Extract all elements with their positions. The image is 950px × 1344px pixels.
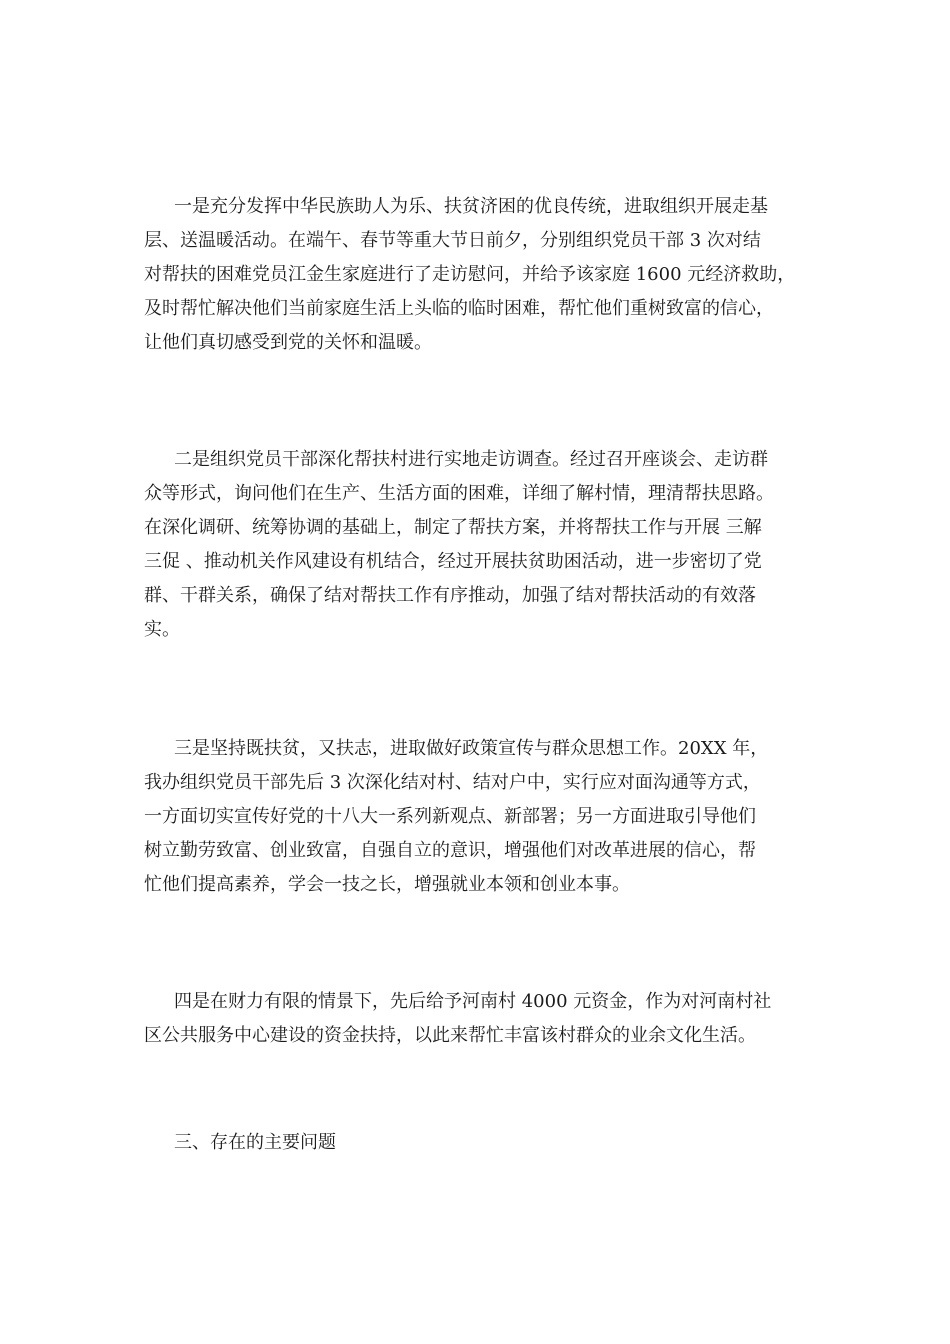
paragraph-4 bbox=[144, 985, 824, 1053]
text-line: 在深化调研、统筹协调的基础上，制定了帮扶方案，并将帮扶工作与开展 三解 bbox=[144, 517, 762, 538]
section-heading bbox=[144, 1126, 824, 1160]
text-line: 众等形式，询问他们在生产、生活方面的困难，详细了解村情，理清帮扶思路。 bbox=[144, 483, 774, 504]
paragraph-1 bbox=[144, 190, 824, 360]
paragraph-3 bbox=[144, 732, 824, 902]
text-line: 及时帮忙解决他们当前家庭生活上头临的临时困难，帮忙他们重树致富的信心， bbox=[144, 298, 774, 319]
text-line: 区公共服务中心建设的资金扶持，以此来帮忙丰富该村群众的业余文化生活。 bbox=[144, 1025, 756, 1046]
text-line: 三是坚持既扶贫，又扶志，进取做好政策宣传与群众思想工作。20XX 年， bbox=[174, 738, 769, 759]
text-line: 让他们真切感受到党的关怀和温暖。 bbox=[144, 332, 432, 353]
text-line: 我办组织党员干部先后 3 次深化结对村、结对户中，实行应对面沟通等方式， bbox=[144, 772, 761, 793]
text-line: 二是组织党员干部深化帮扶村进行实地走访调查。经过召开座谈会、走访群 bbox=[174, 449, 768, 470]
text-line: 一是充分发挥中华民族助人为乐、扶贫济困的优良传统，进取组织开展走基 bbox=[174, 196, 768, 217]
heading-text: 三、存在的主要问题 bbox=[174, 1132, 336, 1153]
text-line: 层、送温暖活动。在端午、春节等重大节日前夕，分别组织党员干部 3 次对结 bbox=[144, 230, 761, 251]
text-line: 三促 、推动机关作风建设有机结合，经过开展扶贫助困活动，进一步密切了党 bbox=[144, 551, 762, 572]
text-line: 实。 bbox=[144, 619, 180, 640]
text-line: 忙他们提高素养，学会一技之长，增强就业本领和创业本事。 bbox=[144, 874, 630, 895]
paragraph-2 bbox=[144, 443, 824, 647]
text-line: 四是在财力有限的情景下，先后给予河南村 4000 元资金，作为对河南村社 bbox=[174, 991, 772, 1012]
text-line: 群、干群关系，确保了结对帮扶工作有序推动，加强了结对帮扶活动的有效落 bbox=[144, 585, 756, 606]
text-line: 对帮扶的困难党员江金生家庭进行了走访慰问，并给予该家庭 1600 元经济救助， bbox=[144, 264, 796, 285]
text-line: 树立勤劳致富、创业致富，自强自立的意识，增强他们对改革进展的信心，帮 bbox=[144, 840, 756, 861]
text-line: 一方面切实宣传好党的十八大一系列新观点、新部署；另一方面进取引导他们 bbox=[144, 806, 756, 827]
